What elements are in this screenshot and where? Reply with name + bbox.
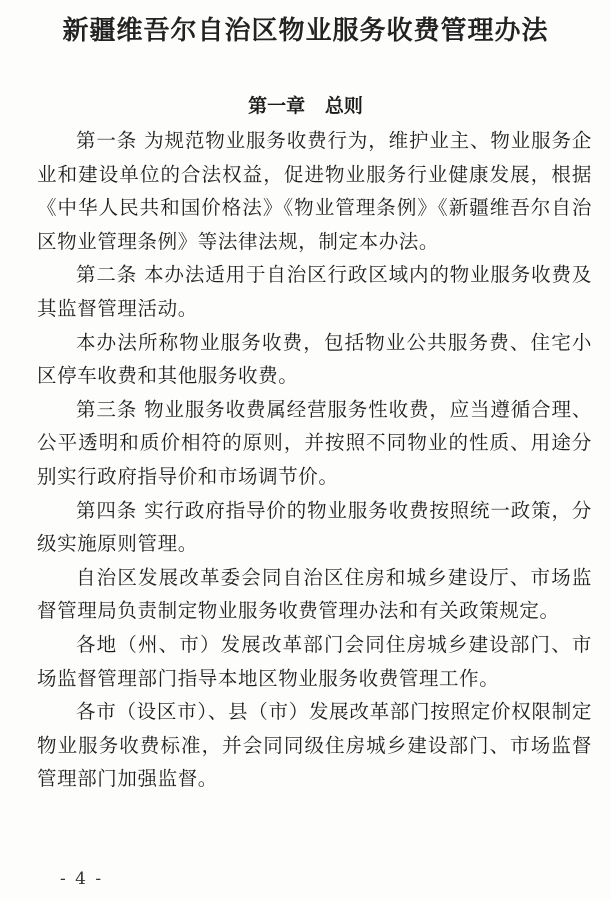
chapter-heading: 第一章 总则: [248, 95, 363, 117]
article-4-paragraph: 第四条 实行政府指导价的物业服务收费按照统一政策，分级实施原则管理。: [37, 498, 592, 556]
page-number: - 4 -: [60, 869, 104, 889]
article-1-paragraph: 第一条 为规范物业服务收费行为，维护业主、物业服务企业和建设单位的合法权益，促进物业服务行业健康发展，根据《中华人民共和国价格法》《物业管理条例》《新疆维吾尔自治区物业管理条例》等法律法规，制定本办法。: [37, 129, 592, 253]
article-4-region-paragraph: 自治区发展改革委会同自治区住房和城乡建设厅、市场监督管理局负责制定物业服务收费管理办法和有关政策规定。: [37, 565, 592, 623]
document-title: 新疆维吾尔自治区物业服务收费管理办法: [62, 16, 549, 46]
article-3-paragraph: 第三条 物业服务收费属经营服务性收费，应当遵循合理、公平透明和质价相符的原则，并按照不同物业的性质、用途分别实行政府指导价和市场调节价。: [37, 397, 592, 488]
article-2-definition-paragraph: 本办法所称物业服务收费，包括物业公共服务费、住宅小区停车收费和其他服务收费。: [37, 330, 592, 388]
document-body: [37, 124, 592, 796]
article-2-paragraph: 第二条 本办法适用于自治区行政区域内的物业服务收费及其监督管理活动。: [37, 263, 592, 320]
article-4-county-paragraph: 各市（设区市）、县（市）发展改革部门按照定价权限制定物业服务收费标准，并会同同级住房城乡建设部门、市场监督管理部门加强监督。: [37, 700, 592, 791]
article-4-prefecture-paragraph: 各地（州、市）发展改革部门会同住房城乡建设部门、市场监督管理部门指导本地区物业服务收费管理工作。: [37, 632, 592, 690]
